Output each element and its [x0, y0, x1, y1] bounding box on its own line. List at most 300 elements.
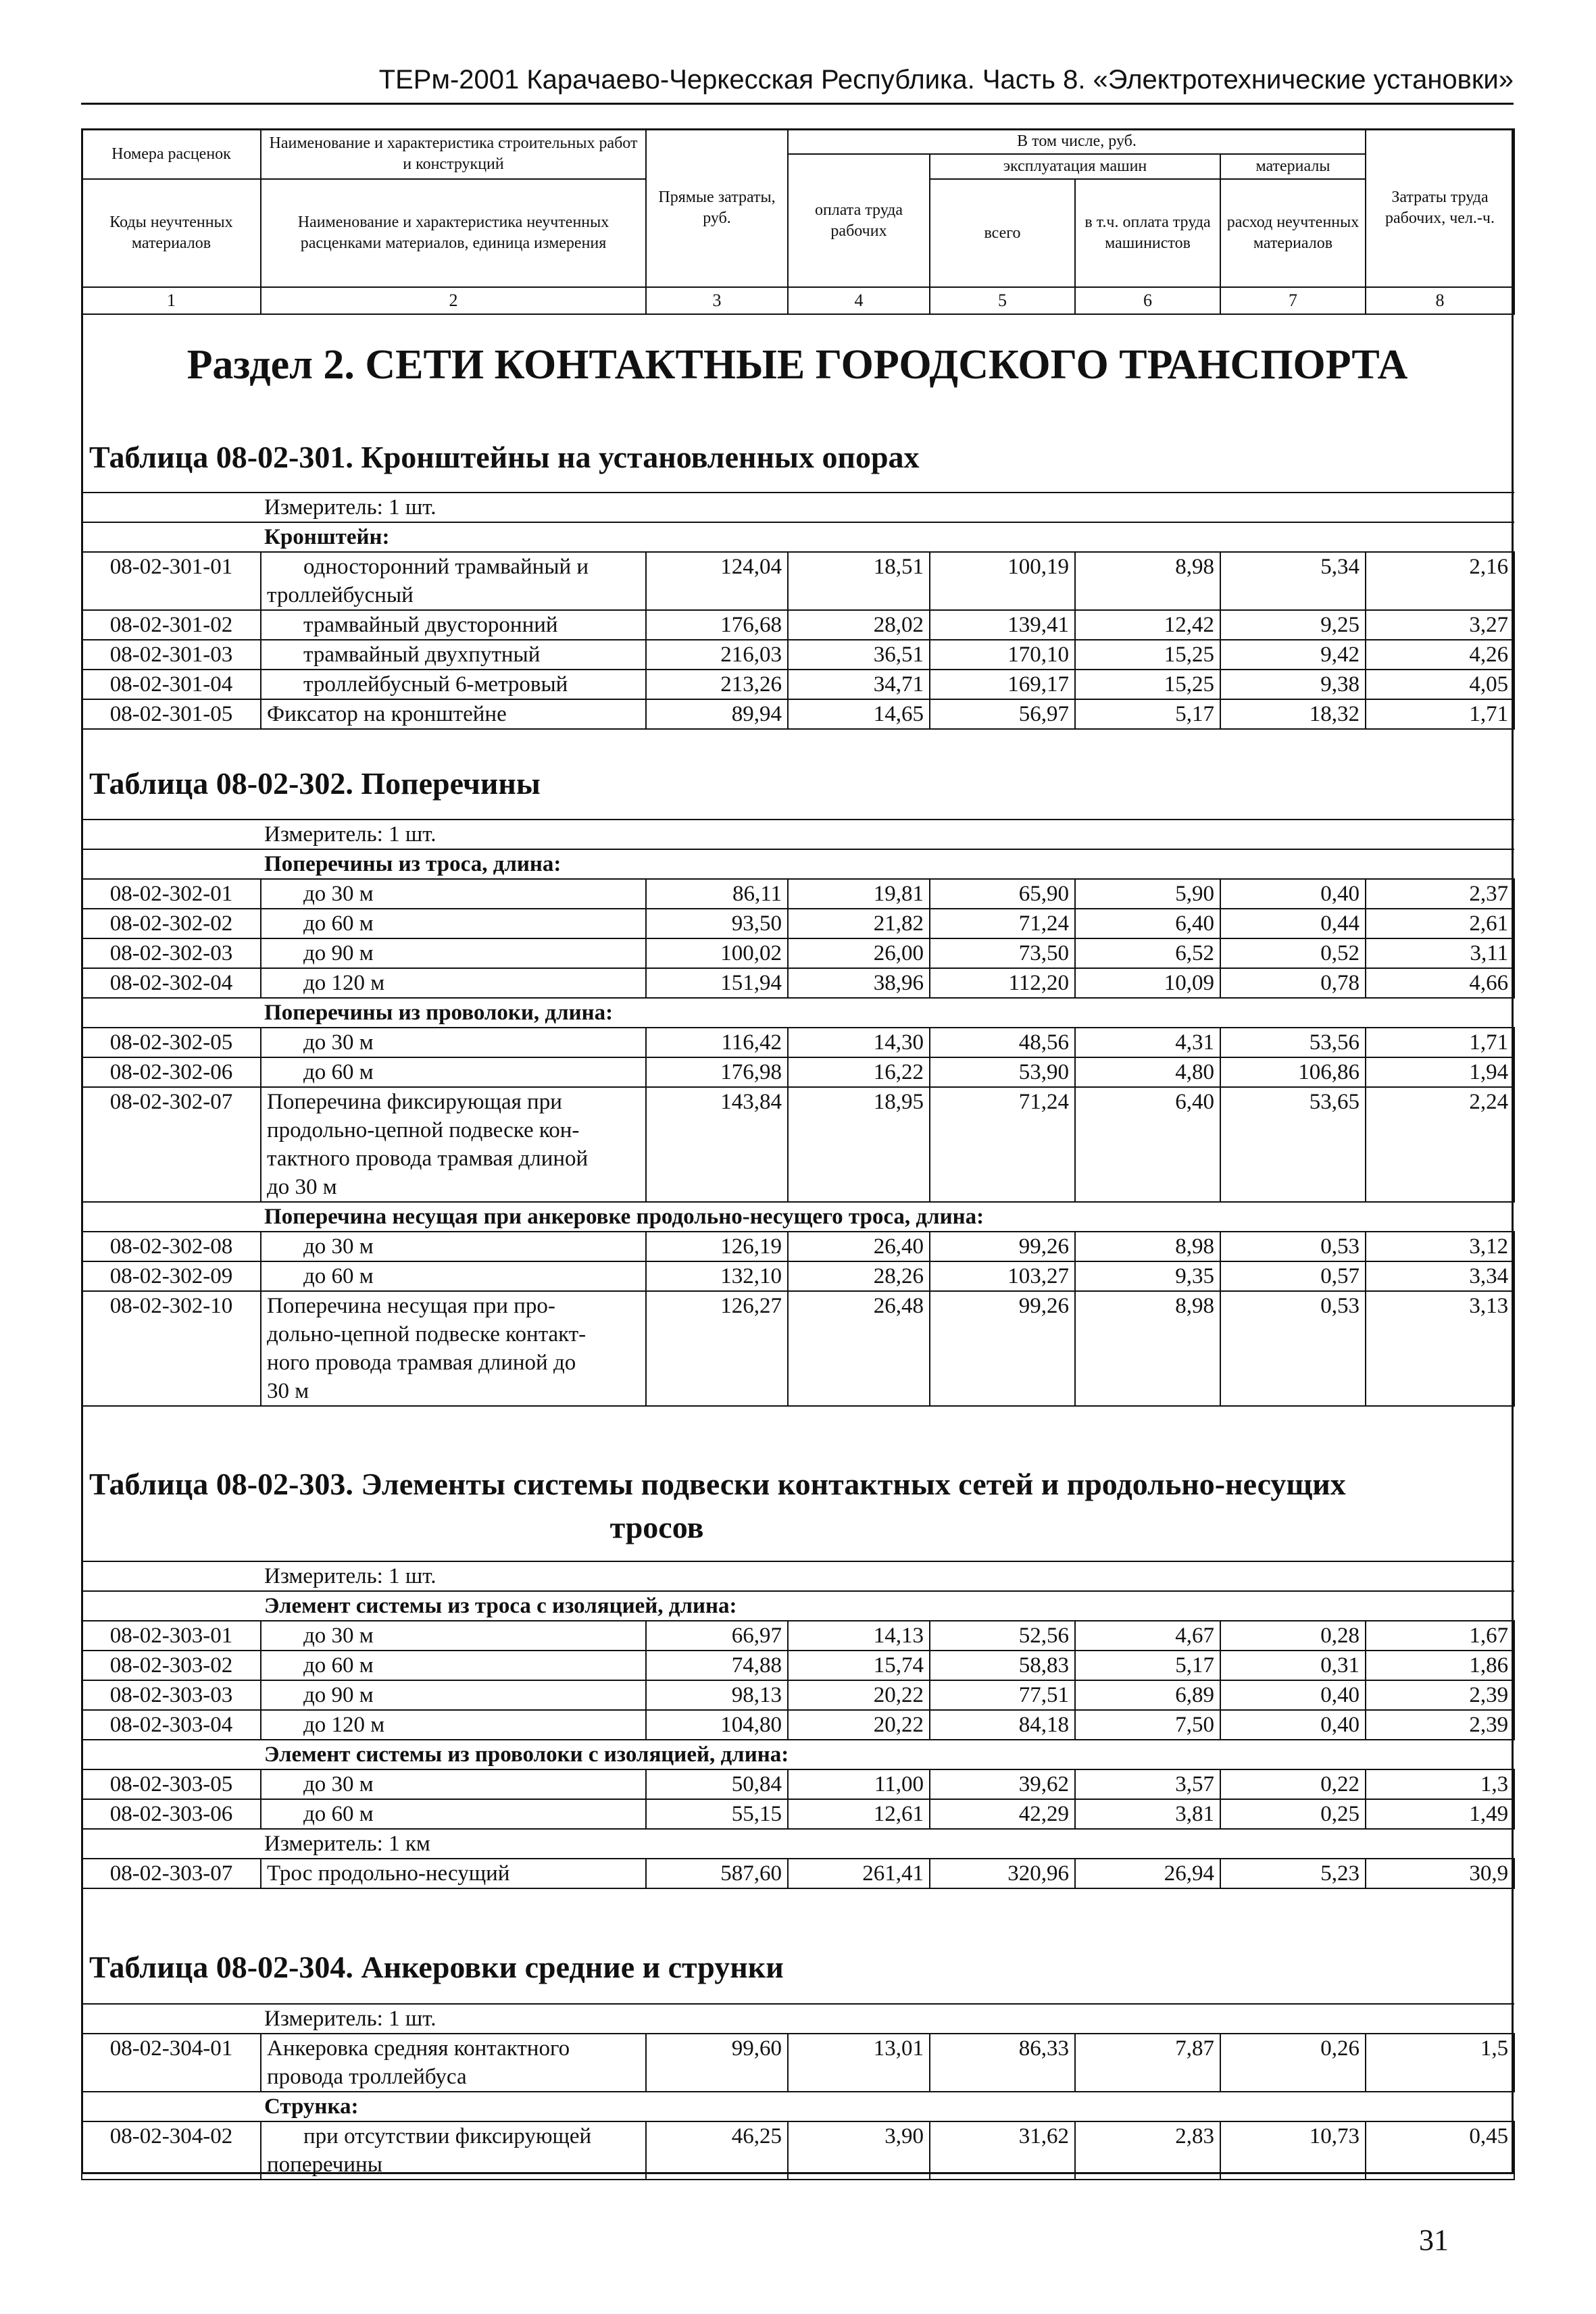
table-row — [82, 1621, 1514, 1651]
unit-row — [82, 1561, 1514, 1591]
work-description — [261, 1769, 646, 1799]
cost-value: 19,81 — [788, 879, 930, 909]
cost-value: 103,27 — [930, 1261, 1075, 1291]
cost-value: 26,48 — [788, 1291, 930, 1406]
cost-value: 100,19 — [930, 552, 1075, 610]
page-number: 31 — [1419, 2223, 1449, 2257]
rate-code: 08-02-301-02 — [82, 610, 261, 640]
description-line: до 30 м — [303, 1030, 374, 1055]
cost-value: 213,26 — [646, 670, 788, 699]
description-line: Поперечина несущая при про- — [267, 1294, 555, 1318]
cost-value: 1,94 — [1366, 1057, 1514, 1087]
cost-value: 6,40 — [1075, 909, 1220, 938]
description-line: Трос продольно-несущий — [267, 1861, 510, 1886]
header-machine-operation: эксплуатация машин — [930, 154, 1220, 179]
work-description — [261, 670, 646, 699]
cost-value: 2,39 — [1366, 1710, 1514, 1740]
cost-value: 124,04 — [646, 552, 788, 610]
rate-code: 08-02-302-09 — [82, 1261, 261, 1291]
cost-value: 126,19 — [646, 1232, 788, 1261]
cost-value: 0,44 — [1220, 909, 1366, 938]
cost-value: 4,67 — [1075, 1621, 1220, 1651]
cost-value: 52,56 — [930, 1621, 1075, 1651]
table-title — [89, 1463, 1481, 1550]
rates-table — [81, 2003, 1515, 2180]
cost-value: 112,20 — [930, 968, 1075, 998]
cost-value: 71,24 — [930, 909, 1075, 938]
cost-value: 4,31 — [1075, 1028, 1220, 1057]
table-row — [82, 2121, 1514, 2180]
cost-value: 14,65 — [788, 699, 930, 729]
header-work-name: Наименование и характеристика строительных работ и конструкций — [261, 129, 646, 179]
rate-code: 08-02-302-04 — [82, 968, 261, 998]
cost-value: 9,38 — [1220, 670, 1366, 699]
cost-value: 11,00 — [788, 1769, 930, 1799]
cost-value: 8,98 — [1075, 552, 1220, 610]
cost-value: 65,90 — [930, 879, 1075, 909]
cost-value: 99,60 — [646, 2034, 788, 2092]
cost-value: 116,42 — [646, 1028, 788, 1057]
table-row — [82, 1057, 1514, 1087]
work-description — [261, 938, 646, 968]
cost-value: 139,41 — [930, 610, 1075, 640]
description-line: 30 м — [267, 1379, 309, 1403]
cost-value: 12,61 — [788, 1799, 930, 1829]
unit-row — [82, 1829, 1514, 1859]
table-row — [82, 1087, 1514, 1202]
description-line: при отсутствии фиксирующей — [303, 2124, 592, 2148]
unit-row — [82, 2004, 1514, 2034]
group-row — [82, 1202, 1514, 1232]
cost-value: 1,3 — [1366, 1769, 1514, 1799]
group-row — [82, 2092, 1514, 2121]
unit-label: Измеритель: 1 шт. — [82, 2004, 1514, 2034]
cost-value: 1,71 — [1366, 699, 1514, 729]
cost-value: 216,03 — [646, 640, 788, 670]
cost-value: 89,94 — [646, 699, 788, 729]
column-number: 8 — [1366, 287, 1514, 314]
work-description — [261, 1859, 646, 1888]
cost-value: 3,57 — [1075, 1769, 1220, 1799]
cost-value: 0,28 — [1220, 1621, 1366, 1651]
cost-value: 8,98 — [1075, 1232, 1220, 1261]
running-header: ТЕРм-2001 Карачаево-Черкесская Республика. Часть 8. «Электротехнические установки» — [378, 65, 1514, 95]
cost-value: 9,42 — [1220, 640, 1366, 670]
cost-value: 28,26 — [788, 1261, 930, 1291]
cost-value: 55,15 — [646, 1799, 788, 1829]
description-line: продольно-цепной подвеске кон- — [267, 1118, 580, 1142]
description-line: Фиксатор на кронштейне — [267, 702, 507, 726]
cost-value: 15,25 — [1075, 640, 1220, 670]
cost-value: 6,40 — [1075, 1087, 1220, 1202]
rate-code: 08-02-303-05 — [82, 1769, 261, 1799]
cost-value: 5,17 — [1075, 1651, 1220, 1680]
rate-code: 08-02-302-10 — [82, 1291, 261, 1406]
work-description — [261, 552, 646, 610]
rate-code: 08-02-301-05 — [82, 699, 261, 729]
cost-value: 8,98 — [1075, 1291, 1220, 1406]
cost-value: 2,16 — [1366, 552, 1514, 610]
cost-value: 5,23 — [1220, 1859, 1366, 1888]
cost-value: 4,66 — [1366, 968, 1514, 998]
table-row — [82, 1291, 1514, 1406]
cost-value: 1,86 — [1366, 1651, 1514, 1680]
description-line: ного провода трамвая длиной до — [267, 1351, 576, 1375]
cost-value: 98,13 — [646, 1680, 788, 1710]
description-line: троллейбусный 6-метровый — [303, 672, 568, 697]
rate-code: 08-02-302-07 — [82, 1087, 261, 1202]
cost-value: 28,02 — [788, 610, 930, 640]
cost-value: 4,26 — [1366, 640, 1514, 670]
cost-value: 3,81 — [1075, 1799, 1220, 1829]
cost-value: 13,01 — [788, 2034, 930, 2092]
cost-value: 100,02 — [646, 938, 788, 968]
cost-value: 3,90 — [788, 2121, 930, 2180]
cost-value: 151,94 — [646, 968, 788, 998]
cost-value: 6,52 — [1075, 938, 1220, 968]
cost-value: 12,42 — [1075, 610, 1220, 640]
cost-value: 15,25 — [1075, 670, 1220, 699]
column-number: 3 — [646, 287, 788, 314]
work-description — [261, 2121, 646, 2180]
description-line: трамвайный двусторонний — [303, 613, 558, 637]
rate-code: 08-02-302-01 — [82, 879, 261, 909]
cost-value: 53,56 — [1220, 1028, 1366, 1057]
table-row — [82, 1028, 1514, 1057]
header-machinist-pay: в т.ч. оплата труда машинистов — [1075, 179, 1220, 287]
cost-value: 320,96 — [930, 1859, 1075, 1888]
rate-code: 08-02-302-05 — [82, 1028, 261, 1057]
description-line: дольно-цепной подвеске контакт- — [267, 1322, 587, 1347]
work-description — [261, 1232, 646, 1261]
cost-value: 73,50 — [930, 938, 1075, 968]
header-including: В том числе, руб. — [788, 129, 1366, 154]
cost-value: 143,84 — [646, 1087, 788, 1202]
description-line: до 30 м — [303, 882, 374, 906]
cost-value: 3,12 — [1366, 1232, 1514, 1261]
table-row — [82, 1651, 1514, 1680]
cost-value: 104,80 — [646, 1710, 788, 1740]
work-description — [261, 1291, 646, 1406]
work-description — [261, 968, 646, 998]
cost-value: 0,25 — [1220, 1799, 1366, 1829]
unit-label: Измеритель: 1 шт. — [82, 820, 1514, 849]
table-row — [82, 610, 1514, 640]
table-row — [82, 1710, 1514, 1740]
cost-value: 3,34 — [1366, 1261, 1514, 1291]
work-description — [261, 1057, 646, 1087]
column-number: 2 — [261, 287, 646, 314]
work-description — [261, 1621, 646, 1651]
cost-value: 2,24 — [1366, 1087, 1514, 1202]
cost-value: 71,24 — [930, 1087, 1075, 1202]
cost-value: 10,09 — [1075, 968, 1220, 998]
work-description — [261, 699, 646, 729]
description-line: до 90 м — [303, 1683, 374, 1707]
cost-value: 99,26 — [930, 1291, 1075, 1406]
cost-value: 0,31 — [1220, 1651, 1366, 1680]
cost-value: 0,52 — [1220, 938, 1366, 968]
header-material-names: Наименование и характеристика неучтенных расценками материалов, единица измерения — [261, 179, 646, 287]
description-line: до 30 м — [267, 1175, 337, 1199]
unit-label: Измеритель: 1 шт. — [82, 493, 1514, 522]
cost-value: 261,41 — [788, 1859, 930, 1888]
cost-value: 4,80 — [1075, 1057, 1220, 1087]
cost-value: 26,40 — [788, 1232, 930, 1261]
table-row — [82, 2034, 1514, 2092]
header-worker-pay: оплата труда рабочих — [788, 154, 930, 287]
cost-value: 5,90 — [1075, 879, 1220, 909]
rate-code: 08-02-303-07 — [82, 1859, 261, 1888]
cost-value: 0,40 — [1220, 1710, 1366, 1740]
header-rate-numbers: Номера расценок — [82, 129, 261, 179]
cost-value: 5,34 — [1220, 552, 1366, 610]
work-description — [261, 1799, 646, 1829]
work-description — [261, 1087, 646, 1202]
group-row — [82, 1740, 1514, 1769]
cost-value: 0,40 — [1220, 1680, 1366, 1710]
header-labor-costs: Затраты труда рабочих, чел.-ч. — [1366, 129, 1514, 287]
cost-value: 3,11 — [1366, 938, 1514, 968]
description-line: провода троллейбуса — [267, 2065, 467, 2089]
rates-table — [81, 492, 1515, 730]
cost-value: 1,49 — [1366, 1799, 1514, 1829]
group-label: Струнка: — [82, 2092, 1514, 2121]
table-row — [82, 938, 1514, 968]
cost-value: 99,26 — [930, 1232, 1075, 1261]
cost-value: 86,11 — [646, 879, 788, 909]
cost-value: 18,51 — [788, 552, 930, 610]
cost-value: 9,25 — [1220, 610, 1366, 640]
rate-code: 08-02-303-03 — [82, 1680, 261, 1710]
description-line: Анкеровка средняя контактного — [267, 2036, 570, 2061]
cost-value: 58,83 — [930, 1651, 1075, 1680]
column-number: 5 — [930, 287, 1075, 314]
table-row — [82, 699, 1514, 729]
cost-value: 6,89 — [1075, 1680, 1220, 1710]
rate-code: 08-02-302-06 — [82, 1057, 261, 1087]
cost-value: 74,88 — [646, 1651, 788, 1680]
rate-code: 08-02-303-01 — [82, 1621, 261, 1651]
cost-value: 26,94 — [1075, 1859, 1220, 1888]
group-row — [82, 849, 1514, 879]
unit-row — [82, 493, 1514, 522]
cost-value: 2,37 — [1366, 879, 1514, 909]
table-row — [82, 640, 1514, 670]
cost-value: 16,22 — [788, 1057, 930, 1087]
work-description — [261, 1651, 646, 1680]
cost-value: 77,51 — [930, 1680, 1075, 1710]
cost-value: 1,71 — [1366, 1028, 1514, 1057]
cost-value: 18,95 — [788, 1087, 930, 1202]
rate-code: 08-02-302-08 — [82, 1232, 261, 1261]
column-header-table — [81, 128, 1515, 315]
description-line: до 60 м — [303, 1264, 374, 1288]
cost-value: 132,10 — [646, 1261, 788, 1291]
table-title: Таблица 08-02-301. Кронштейны на установленных опорах — [89, 440, 920, 474]
cost-value: 1,67 — [1366, 1621, 1514, 1651]
work-description — [261, 879, 646, 909]
cost-value: 0,40 — [1220, 879, 1366, 909]
description-line: до 30 м — [303, 1624, 374, 1648]
description-line: тактного провода трамвая длиной — [267, 1147, 589, 1171]
cost-value: 2,39 — [1366, 1680, 1514, 1710]
group-row — [82, 998, 1514, 1028]
header-rule — [81, 103, 1514, 105]
rate-code: 08-02-302-02 — [82, 909, 261, 938]
description-line: троллейбусный — [267, 583, 414, 607]
table-row — [82, 909, 1514, 938]
cost-value: 86,33 — [930, 2034, 1075, 2092]
cost-value: 170,10 — [930, 640, 1075, 670]
cost-value: 7,50 — [1075, 1710, 1220, 1740]
group-row — [82, 1591, 1514, 1621]
cost-value: 31,62 — [930, 2121, 1075, 2180]
cost-value: 9,35 — [1075, 1261, 1220, 1291]
column-number: 4 — [788, 287, 930, 314]
work-description — [261, 1028, 646, 1057]
group-label: Поперечина несущая при анкеровке продольно-несущего троса, длина: — [82, 1202, 1514, 1232]
cost-value: 14,30 — [788, 1028, 930, 1057]
header-unaccounted-materials: расход неучтенных материалов — [1220, 179, 1366, 287]
group-label: Поперечины из троса, длина: — [82, 849, 1514, 879]
group-label: Элемент системы из троса с изоляцией, длина: — [82, 1591, 1514, 1621]
work-description — [261, 1261, 646, 1291]
cost-value: 48,56 — [930, 1028, 1075, 1057]
cost-value: 169,17 — [930, 670, 1075, 699]
cost-value: 20,22 — [788, 1710, 930, 1740]
description-line: до 120 м — [303, 1713, 385, 1737]
description-line: до 60 м — [303, 911, 374, 936]
unit-label: Измеритель: 1 км — [82, 1829, 1514, 1859]
cost-value: 18,32 — [1220, 699, 1366, 729]
cost-value: 66,97 — [646, 1621, 788, 1651]
cost-value: 53,90 — [930, 1057, 1075, 1087]
work-description — [261, 1710, 646, 1740]
cost-value: 39,62 — [930, 1769, 1075, 1799]
header-materials: материалы — [1220, 154, 1366, 179]
cost-value: 15,74 — [788, 1651, 930, 1680]
cost-value: 176,98 — [646, 1057, 788, 1087]
section-title: Раздел 2. СЕТИ КОНТАКТНЫЕ ГОРОДСКОГО ТРАНСПОРТА — [186, 342, 1408, 388]
table-row — [82, 879, 1514, 909]
cost-value: 0,26 — [1220, 2034, 1366, 2092]
rate-code: 08-02-303-02 — [82, 1651, 261, 1680]
work-description — [261, 1680, 646, 1710]
unit-label: Измеритель: 1 шт. — [82, 1561, 1514, 1591]
cost-value: 26,00 — [788, 938, 930, 968]
cost-value: 93,50 — [646, 909, 788, 938]
group-label: Элемент системы из проволоки с изоляцией, длина: — [82, 1740, 1514, 1769]
description-line: до 30 м — [303, 1772, 374, 1796]
description-line: до 30 м — [303, 1234, 374, 1259]
cost-value: 0,78 — [1220, 968, 1366, 998]
header-material-codes: Коды неучтенных материалов — [82, 179, 261, 287]
group-row — [82, 522, 1514, 552]
table-row — [82, 968, 1514, 998]
cost-value: 53,65 — [1220, 1087, 1366, 1202]
cost-value: 4,05 — [1366, 670, 1514, 699]
cost-value: 84,18 — [930, 1710, 1075, 1740]
cost-value: 0,53 — [1220, 1291, 1366, 1406]
rate-code: 08-02-301-03 — [82, 640, 261, 670]
description-line: до 60 м — [303, 1802, 374, 1826]
table-row — [82, 1232, 1514, 1261]
work-description — [261, 640, 646, 670]
table-title-line: тросов — [609, 1510, 704, 1545]
description-line: Поперечина фиксирующая при — [267, 1090, 562, 1114]
rates-table — [81, 1561, 1515, 1889]
cost-value: 176,68 — [646, 610, 788, 640]
description-line: трамвайный двухпутный — [303, 643, 541, 667]
cost-value: 3,13 — [1366, 1291, 1514, 1406]
description-line: до 90 м — [303, 941, 374, 965]
cost-value: 0,22 — [1220, 1769, 1366, 1799]
cost-value: 56,97 — [930, 699, 1075, 729]
table-row — [82, 1680, 1514, 1710]
cost-value: 20,22 — [788, 1680, 930, 1710]
table-row — [82, 1859, 1514, 1888]
cost-value: 106,86 — [1220, 1057, 1366, 1087]
cost-value: 46,25 — [646, 2121, 788, 2180]
cost-value: 0,45 — [1366, 2121, 1514, 2180]
cost-value: 126,27 — [646, 1291, 788, 1406]
rate-code: 08-02-304-01 — [82, 2034, 261, 2092]
column-number: 7 — [1220, 287, 1366, 314]
rate-code: 08-02-303-04 — [82, 1710, 261, 1740]
table-title-line: Таблица 08-02-303. Элементы системы подвески контактных сетей и продольно-несущих — [89, 1467, 1346, 1501]
cost-value: 5,17 — [1075, 699, 1220, 729]
rates-table — [81, 819, 1515, 1407]
table-title: Таблица 08-02-302. Поперечины — [89, 766, 541, 801]
cost-value: 1,5 — [1366, 2034, 1514, 2092]
group-label: Кронштейн: — [82, 522, 1514, 552]
cost-value: 21,82 — [788, 909, 930, 938]
cost-value: 34,71 — [788, 670, 930, 699]
cost-value: 2,83 — [1075, 2121, 1220, 2180]
work-description — [261, 2034, 646, 2092]
table-row — [82, 1799, 1514, 1829]
description-line: односторонний трамвайный и — [303, 555, 589, 579]
unit-row — [82, 820, 1514, 849]
rate-code: 08-02-301-01 — [82, 552, 261, 610]
rate-code: 08-02-301-04 — [82, 670, 261, 699]
cost-value: 10,73 — [1220, 2121, 1366, 2180]
description-line: поперечины — [267, 2153, 382, 2177]
cost-value: 2,61 — [1366, 909, 1514, 938]
cost-value: 30,9 — [1366, 1859, 1514, 1888]
work-description — [261, 610, 646, 640]
work-description — [261, 909, 646, 938]
cost-value: 587,60 — [646, 1859, 788, 1888]
column-number: 6 — [1075, 287, 1220, 314]
rate-code: 08-02-303-06 — [82, 1799, 261, 1829]
table-row — [82, 1769, 1514, 1799]
header-direct-costs: Прямые затраты, руб. — [646, 129, 788, 287]
group-label: Поперечины из проволоки, длина: — [82, 998, 1514, 1028]
cost-value: 3,27 — [1366, 610, 1514, 640]
description-line: до 120 м — [303, 971, 385, 995]
cost-value: 50,84 — [646, 1769, 788, 1799]
column-number: 1 — [82, 287, 261, 314]
table-title: Таблица 08-02-304. Анкеровки средние и струнки — [89, 1950, 784, 1984]
description-line: до 60 м — [303, 1060, 374, 1084]
table-row — [82, 1261, 1514, 1291]
description-line: до 60 м — [303, 1653, 374, 1678]
cost-value: 14,13 — [788, 1621, 930, 1651]
cost-value: 42,29 — [930, 1799, 1075, 1829]
cost-value: 36,51 — [788, 640, 930, 670]
